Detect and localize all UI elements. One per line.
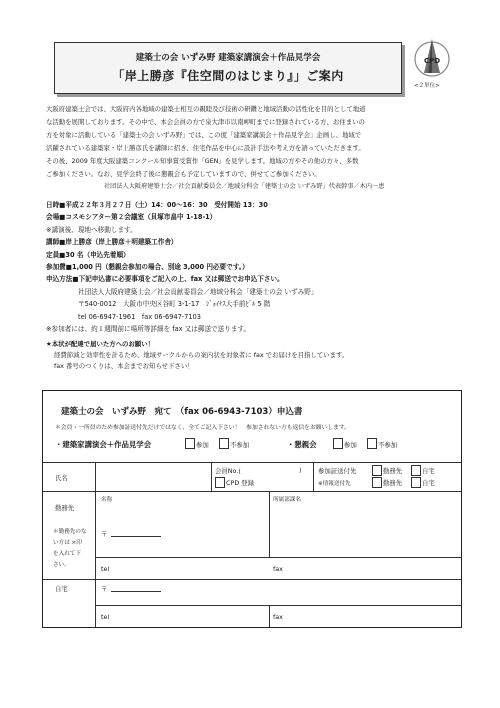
social-attend-checkbox[interactable] [333, 438, 343, 449]
side-note-line: い方は ×印 [53, 540, 82, 546]
workplace-postal-field[interactable] [111, 525, 161, 536]
event-attend-checkbox[interactable] [185, 438, 195, 449]
apply-address-street: 〒540-0012 大阪市中央区谷町 3-1-17 ｼﾞｮｲﾅｽ大手前ﾋﾞﾙ 5 階 [78, 300, 271, 309]
event-details [46, 199, 466, 335]
intro-line: その後、2009 年度大阪建築コンクール知事賞受賞作「GEN」を見学します。地域の方やその他の方々、多数 [46, 157, 359, 165]
social-not-attend-checkbox[interactable] [367, 438, 377, 449]
table-rule [211, 462, 212, 491]
intro-paragraph [46, 103, 466, 181]
home-label: 自宅 [55, 585, 68, 593]
event-fee: 参加費■1,000 円（懇親会参加の場合、別途 3,000 円必要です。） [46, 263, 249, 272]
mail-request [46, 339, 466, 372]
application-form [42, 390, 462, 628]
postal-code-line [111, 536, 161, 537]
side-note-line: を入れて下 [53, 551, 81, 557]
cert-send-work-label: 勤務先 [383, 467, 403, 475]
cert-send-label: 参加証送付先 [318, 467, 357, 475]
home-postal-mark: 〒 [101, 585, 108, 593]
workplace-tel-field[interactable] [115, 561, 265, 575]
event-title: 「岸上勝彦『住空間のはじまり』」ご案内 [112, 69, 344, 83]
pref-send-work-checkbox[interactable] [372, 477, 382, 488]
intro-line: ご参加ください。なお、見学会終了後に懇親会も予定していますので、併せてご参加ください。 [46, 170, 321, 178]
affiliation-field[interactable] [273, 503, 453, 517]
event-lecturer: 講師■岸上勝彦（岸上勝彦＋明建築工作舎） [46, 238, 178, 247]
mail-request-body: 経費節減と効率性を計るため、地域サークルからの案内状を対象者に fax でお届けを目指しています。 [54, 351, 349, 359]
home-postal-field[interactable] [111, 581, 161, 592]
table-rule [95, 557, 461, 558]
event-row-label: ・建築家講演会＋作品見学会 [55, 440, 152, 449]
affiliation-label: 所属部課名 [273, 497, 301, 503]
event-subtitle: 建築士の会 いずみ野 建築家講演会＋作品見学会 [135, 53, 321, 63]
home-tel-label: tel [101, 613, 110, 621]
workplace-name-field[interactable] [101, 503, 265, 517]
pref-send-home-label: 自宅 [422, 479, 435, 487]
pref-send-work-label: 勤務先 [383, 479, 403, 487]
table-rule [95, 462, 96, 627]
cert-send-work-checkbox[interactable] [372, 465, 382, 476]
event-note: ※講演後、現地へ移動します。 [46, 225, 137, 234]
workplace-label: 勤務先 [55, 504, 75, 512]
cert-send-home-checkbox[interactable] [411, 465, 421, 476]
cpd-register-checkbox[interactable] [215, 477, 225, 488]
member-no-label: 会員No.( [215, 467, 241, 475]
cpd-caption: <２単位> [414, 83, 440, 89]
cpd-register-label: CPD 登録 [226, 479, 255, 487]
form-note: ＊会員・一所員のため参加証送付先だけではなく、全てご記入下さい！ 参加されない方も返信をお願いします。 [55, 425, 351, 431]
social-attend-label: 参加 [344, 441, 357, 449]
table-rule [269, 491, 270, 557]
table-rule [269, 605, 270, 627]
organizer-signature: 社団法人大阪府建築士会／社会貢献委員会／地域分科会「建築士の会 いずみ野」代表幹事／木内一恵 [104, 183, 385, 190]
event-not-attend-label: 不参加 [230, 441, 250, 449]
table-rule [43, 462, 461, 463]
apply-address-org: 社団法人大阪府建築士会／社会貢献委員会／地域分科会「建築士の会 いずみ野」 [78, 287, 318, 296]
workplace-side-note [53, 527, 87, 571]
mail-request-title: ★本状が配達で届いた方へのお願い！ [46, 340, 154, 348]
home-fax-label: fax [273, 613, 283, 621]
event-venue: 会場■コスモシアター第２会議室（貝塚市畠中 1-18-1） [46, 213, 217, 222]
pref-send-home-checkbox[interactable] [411, 477, 421, 488]
apply-method: 申込方法■下記申込書に必要事項をご記入の上、fax 又は郵送でお申込下さい。 [46, 275, 284, 284]
event-attend-label: 参加 [196, 441, 209, 449]
table-rule [43, 579, 461, 580]
workplace-postal-mark: 〒 [101, 530, 108, 538]
cpd-logo [410, 35, 454, 93]
member-no-field[interactable] [253, 465, 297, 475]
member-no-close: ) [299, 466, 302, 474]
attendee-notice: ※参加者には、約１週間前に場所等詳細を fax 又は郵送で送ります。 [46, 325, 251, 334]
pref-send-label: ※情報送付先 [318, 481, 351, 487]
intro-line: な活動を展開しております。その中で、本会会員の方で泉大津市以南岬町までに登録されている方、お住まいの [46, 118, 365, 126]
cpd-logo-text: CPD [423, 57, 441, 65]
name-label: 氏名 [55, 474, 68, 482]
event-datetime: 日時■平成２２年３月２７日（土）14：00～16：30 受付開始 13：30 [46, 201, 268, 209]
social-row-label: ・懇親会 [287, 440, 317, 449]
table-rule [313, 462, 314, 491]
home-tel-field[interactable] [115, 609, 265, 623]
workplace-fax-field[interactable] [289, 561, 449, 575]
cert-send-home-label: 自宅 [422, 467, 435, 475]
name-field[interactable] [99, 464, 207, 488]
table-rule [95, 605, 461, 606]
table-rule [43, 491, 461, 492]
workplace-tel-label: tel [101, 565, 110, 573]
event-title-box [54, 42, 402, 94]
event-capacity: 定員■30 名（申込先着順） [46, 250, 130, 259]
social-not-attend-label: 不参加 [378, 441, 398, 449]
apply-address-contact: tel 06-6947-1961 fax 06-6947-7103 [78, 312, 201, 321]
intro-line: 大阪府建築士会では、大阪府内各地域の建築士相互の親睦及び技術の研鑽と地域活動の活性化を目的として地道 [46, 105, 366, 113]
event-not-attend-checkbox[interactable] [219, 438, 229, 449]
side-note-line: さい。 [53, 562, 70, 568]
workplace-name-label: 名称 [101, 497, 113, 503]
home-fax-field[interactable] [289, 609, 449, 623]
mail-request-body: fax 番号のつくりは、本会までお知らせ下さい！ [54, 362, 194, 370]
workplace-fax-label: fax [273, 565, 283, 573]
form-title: 建築士の会 いずみ野 宛て （fax 06-6943-7103）申込書 [61, 407, 303, 417]
intro-line: 活躍されている建築家・岸上勝彦氏を講師に招き、住宅作品を中心に設計手法や考え方を語っていただきます。 [46, 144, 365, 152]
side-note-line: ＊勤務先のな [53, 529, 87, 535]
intro-line: 方を対象に活動している「建築士の会 いずみ野」では、この度「建築家講演会＋作品見学会」企画し、地域で [46, 131, 362, 139]
